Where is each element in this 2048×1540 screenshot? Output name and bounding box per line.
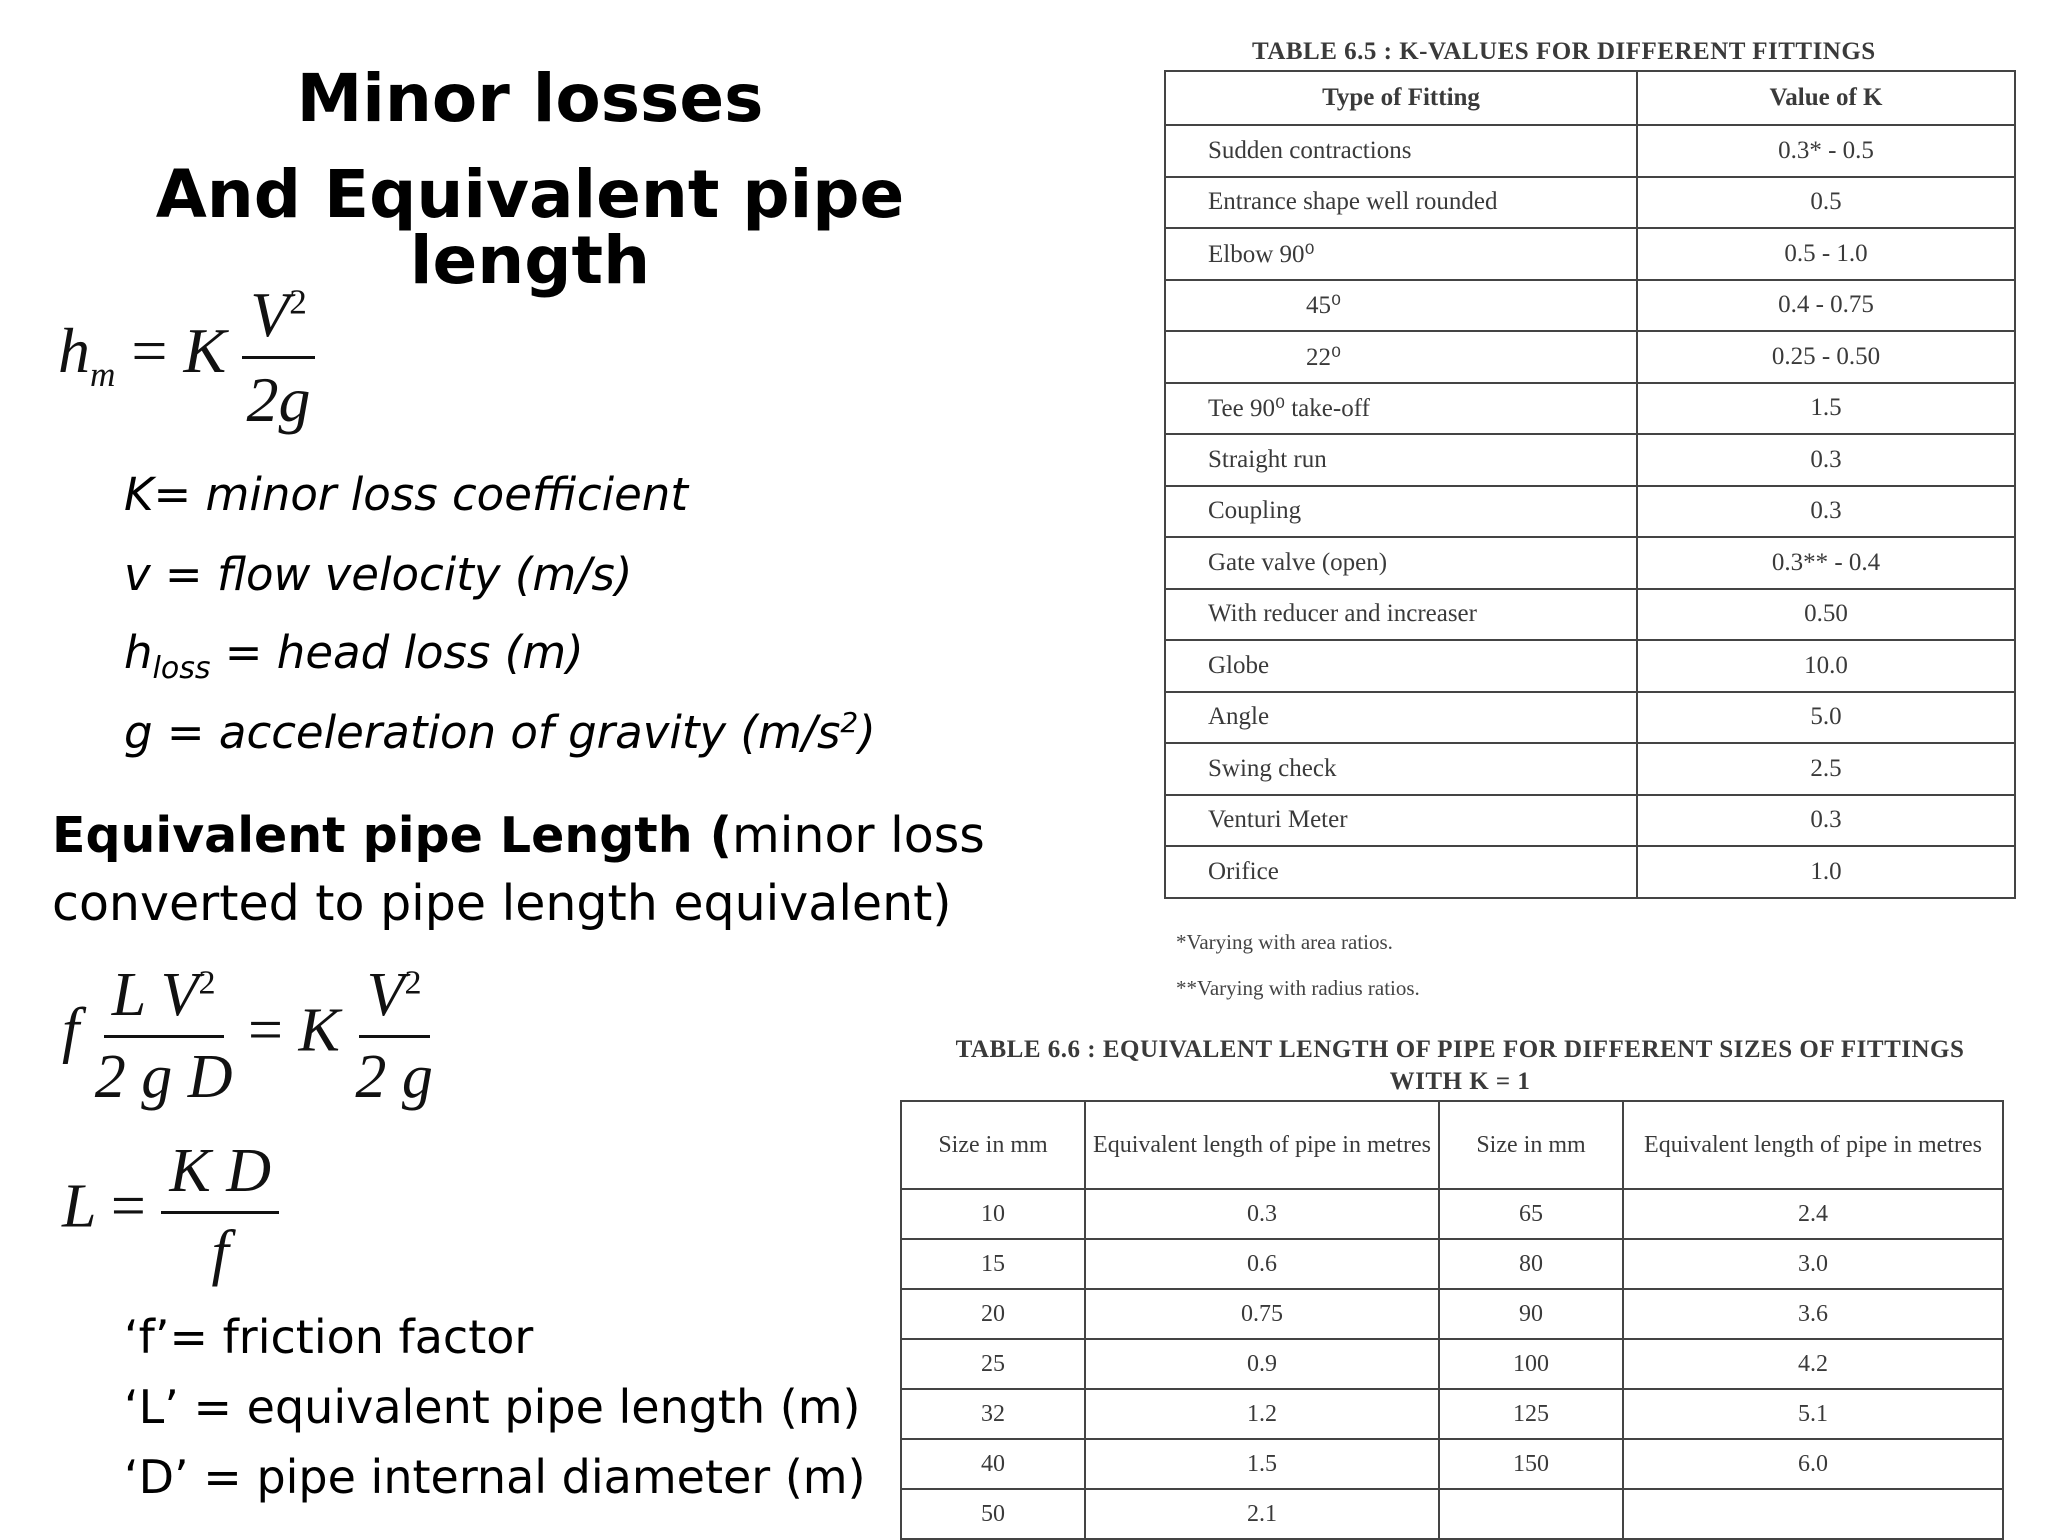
fitting-type-cell: Venturi Meter (1165, 795, 1637, 847)
size-cell: 90 (1439, 1289, 1623, 1339)
table-66-caption-line2: WITH K = 1 (1389, 1068, 1531, 1095)
table-65-footnote-2: **Varying with radius ratios. (1176, 976, 1420, 1000)
size-cell: 100 (1439, 1339, 1623, 1389)
size-cell: 32 (901, 1389, 1085, 1439)
k-value-cell: 0.5 (1637, 177, 2015, 229)
formula-h-sub: m (90, 354, 116, 394)
length-cell: 1.5 (1085, 1439, 1439, 1489)
k-value-cell: 0.25 - 0.50 (1637, 331, 2015, 383)
fitting-type-cell: Tee 90⁰ take-off (1165, 383, 1637, 435)
length-cell: 0.75 (1085, 1289, 1439, 1339)
table-65-header-type: Type of Fitting (1165, 71, 1637, 125)
table-row (1165, 846, 2015, 898)
k-value-cell: 2.5 (1637, 743, 2015, 795)
table-row (1165, 537, 2015, 589)
length-formula: L = $\frac{\text{K D}}{f}$ (62, 1136, 279, 1289)
size-cell: 40 (901, 1439, 1085, 1489)
fitting-type-cell: With reducer and increaser (1165, 589, 1637, 641)
size-cell: 125 (1439, 1389, 1623, 1439)
k-value-cell: 0.3 (1637, 434, 2015, 486)
size-cell: 65 (1439, 1189, 1623, 1239)
variable-v: v = flow velocity (m/s) (124, 548, 633, 601)
table-65-footnote-1: *Varying with area ratios. (1176, 930, 1393, 954)
k-value-cell: 0.3** - 0.4 (1637, 537, 2015, 589)
formula-k: K (183, 315, 227, 387)
length-cell: 4.2 (1623, 1339, 2003, 1389)
size-cell: 20 (901, 1289, 1085, 1339)
table-row (901, 1239, 2003, 1289)
fitting-type-cell: Orifice (1165, 846, 1637, 898)
table-row (901, 1339, 2003, 1389)
size-cell: 15 (901, 1239, 1085, 1289)
table-row (1165, 331, 2015, 383)
definition-l: ‘L’ = equivalent pipe length (m) (124, 1380, 861, 1434)
k-value-cell: 0.3* - 0.5 (1637, 125, 2015, 177)
table-row (901, 1439, 2003, 1489)
page-title: Minor losses (296, 60, 764, 137)
table-row (901, 1189, 2003, 1239)
formula-h: h (58, 315, 90, 387)
fitting-type-cell: Gate valve (open) (1165, 537, 1637, 589)
size-cell: 150 (1439, 1439, 1623, 1489)
table-66-header-length-2: Equivalent length of pipe in metres (1623, 1101, 2003, 1189)
table-row (1165, 280, 2015, 332)
length-cell: 0.6 (1085, 1239, 1439, 1289)
formula-numerator-sup: 2 (289, 282, 307, 322)
length-cell: 3.6 (1623, 1289, 2003, 1339)
length-cell (1623, 1489, 2003, 1539)
formula-numerator: V (250, 279, 290, 350)
size-cell: 25 (901, 1339, 1085, 1389)
table-66-header-size-2: Size in mm (1439, 1101, 1623, 1189)
table-66-header-length-1: Equivalent length of pipe in metres (1085, 1101, 1439, 1189)
table-row (1165, 640, 2015, 692)
table-row (1165, 125, 2015, 177)
table-row (1165, 434, 2015, 486)
table-row (1165, 228, 2015, 280)
k-value-cell: 0.4 - 0.75 (1637, 280, 2015, 332)
page-subtitle: And Equivalent pipe length (155, 156, 905, 299)
table-row (1165, 795, 2015, 847)
length-cell: 2.1 (1085, 1489, 1439, 1539)
formula-equals: = (131, 315, 168, 387)
table-row (901, 1289, 2003, 1339)
k-value-cell: 0.3 (1637, 795, 2015, 847)
fitting-type-cell: Straight run (1165, 434, 1637, 486)
k-value-cell: 1.0 (1637, 846, 2015, 898)
table-66-caption: TABLE 6.6 : EQUIVALENT LENGTH OF PIPE FOR DIFFERENT SIZES OF FITTINGS (955, 1036, 1965, 1063)
length-cell: 0.3 (1085, 1189, 1439, 1239)
formula-denominator: 2g (246, 364, 311, 435)
table-row (901, 1489, 2003, 1539)
fitting-type-cell: Angle (1165, 692, 1637, 744)
k-value-cell: 5.0 (1637, 692, 2015, 744)
table-row (901, 1389, 2003, 1439)
size-cell: 80 (1439, 1239, 1623, 1289)
length-cell: 2.4 (1623, 1189, 2003, 1239)
table-row (1165, 177, 2015, 229)
fitting-type-cell: Sudden contractions (1165, 125, 1637, 177)
equivalence-formula: f $\frac{L V^2}{\text{2 g D}}$ = K $\frac{V^2}{2 g}$ (62, 961, 433, 1111)
fitting-type-cell: 45⁰ (1165, 280, 1637, 332)
k-value-cell: 0.5 - 1.0 (1637, 228, 2015, 280)
minor-loss-formula (58, 278, 315, 437)
table-66-header-size-1: Size in mm (901, 1101, 1085, 1189)
length-cell: 0.9 (1085, 1339, 1439, 1389)
length-cell: 1.2 (1085, 1389, 1439, 1439)
k-value-cell: 1.5 (1637, 383, 2015, 435)
table-row (1165, 743, 2015, 795)
variable-k: K= minor loss coefficient (124, 468, 688, 521)
k-value-cell: 0.3 (1637, 486, 2015, 538)
fitting-type-cell: Entrance shape well rounded (1165, 177, 1637, 229)
k-value-cell: 10.0 (1637, 640, 2015, 692)
definition-d: ‘D’ = pipe internal diameter (m) (124, 1450, 866, 1504)
table-row (1165, 383, 2015, 435)
k-value-cell: 0.50 (1637, 589, 2015, 641)
definition-f: ‘f’= friction factor (124, 1310, 534, 1364)
length-cell: 6.0 (1623, 1439, 2003, 1489)
table-row (1165, 589, 2015, 641)
variable-hloss: $h_{loss}$ = head loss (m) (124, 626, 584, 686)
size-cell: 50 (901, 1489, 1085, 1539)
k-values-table (1164, 70, 2016, 899)
fitting-type-cell: Globe (1165, 640, 1637, 692)
fitting-type-cell: Coupling (1165, 486, 1637, 538)
equivalent-length-table (900, 1100, 2004, 1540)
variable-g: g = acceleration of gravity $(m/s^2)$ (124, 706, 876, 759)
fitting-type-cell: Swing check (1165, 743, 1637, 795)
size-cell: 10 (901, 1189, 1085, 1239)
table-65-caption: TABLE 6.5 : K-VALUES FOR DIFFERENT FITTINGS (1252, 38, 1876, 65)
length-cell: 5.1 (1623, 1389, 2003, 1439)
fitting-type-cell: 22⁰ (1165, 331, 1637, 383)
length-cell: 3.0 (1623, 1239, 2003, 1289)
equivalent-length-heading: Equivalent pipe Length (minor loss converted to pipe length equivalent) (52, 807, 985, 932)
size-cell (1439, 1489, 1623, 1539)
fitting-type-cell: Elbow 90⁰ (1165, 228, 1637, 280)
table-row (1165, 486, 2015, 538)
formula-fraction (242, 278, 315, 437)
table-row (1165, 692, 2015, 744)
table-65-header-k: Value of K (1637, 71, 2015, 125)
